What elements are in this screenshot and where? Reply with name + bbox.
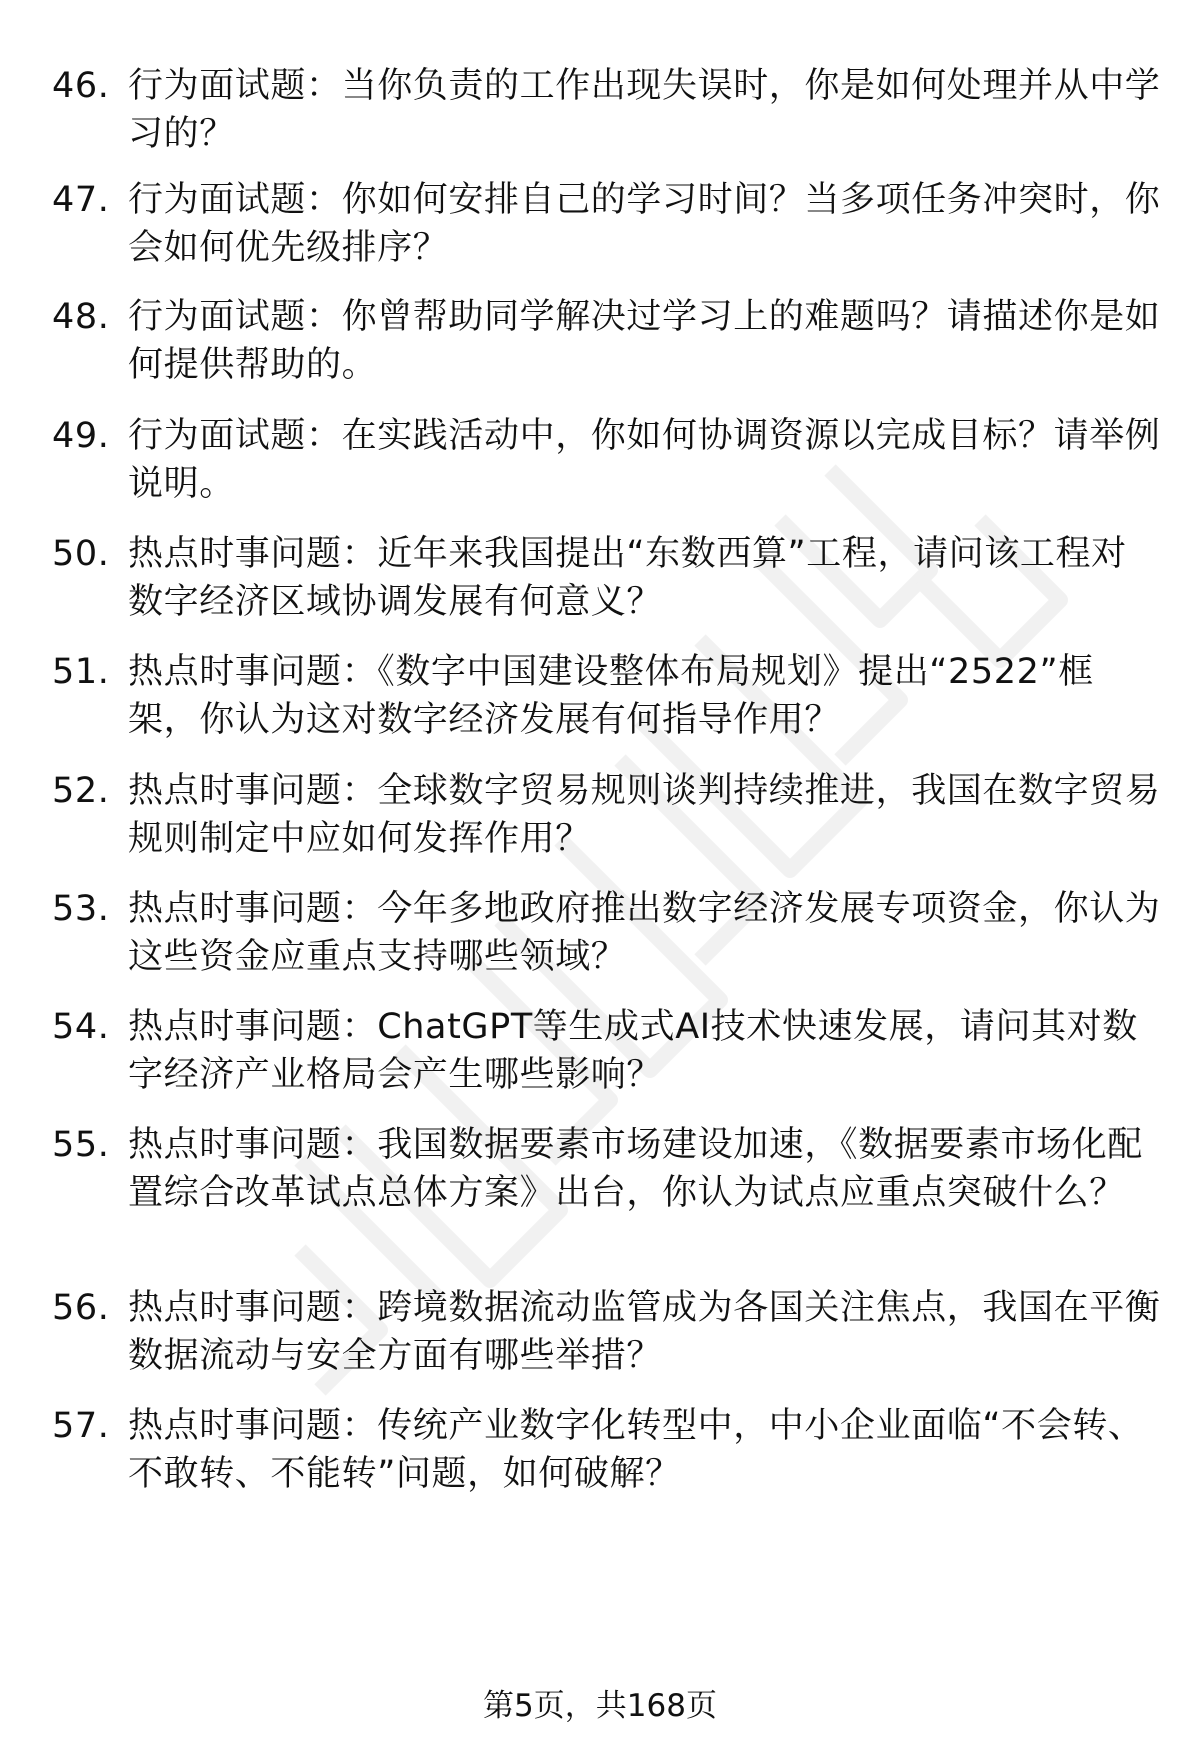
question-text: 热点时事问题：跨境数据流动监管成为各国关注焦点，我国在平衡数据流动与安全方面有哪些举措？	[128, 1288, 1161, 1376]
question-item-52	[52, 767, 1162, 863]
question-number: 49.	[52, 416, 110, 456]
question-number: 54.	[52, 1007, 110, 1047]
question-text: 行为面试题：在实践活动中，你如何协调资源以完成目标？请举例说明。	[128, 416, 1161, 504]
question-number: 52.	[52, 771, 110, 811]
question-number: 55.	[52, 1125, 110, 1165]
question-number: 48.	[52, 297, 110, 337]
question-number: 56.	[52, 1288, 110, 1328]
question-item-49	[52, 412, 1162, 508]
question-number: 57.	[52, 1406, 110, 1446]
question-text: 热点时事问题：全球数字贸易规则谈判持续推进，我国在数字贸易规则制定中应如何发挥作用？	[128, 771, 1161, 859]
question-number: 46.	[52, 66, 110, 106]
question-text: 热点时事问题：《数字中国建设整体布局规划》提出“2522”框架，你认为这对数字经济发展有何指导作用？	[128, 652, 1094, 740]
question-item-48	[52, 293, 1162, 389]
question-text: 行为面试题：你曾帮助同学解决过学习上的难题吗？请描述你是如何提供帮助的。	[128, 297, 1161, 385]
question-number: 47.	[52, 180, 110, 220]
question-item-46	[52, 62, 1162, 158]
page-number-label: 第5页，共168页	[483, 1688, 717, 1724]
question-number: 53.	[52, 889, 110, 929]
question-item-51	[52, 648, 1162, 744]
question-text: 行为面试题：你如何安排自己的学习时间？当多项任务冲突时，你会如何优先级排序？	[128, 180, 1161, 268]
page-footer	[0, 1686, 1200, 1726]
question-text: 热点时事问题：ChatGPT等生成式AI技术快速发展，请问其对数字经济产业格局会产生哪些影响？	[128, 1007, 1138, 1095]
question-item-57	[52, 1402, 1162, 1498]
question-item-55	[52, 1121, 1162, 1217]
question-text: 热点时事问题：今年多地政府推出数字经济发展专项资金，你认为这些资金应重点支持哪些领域？	[128, 889, 1161, 977]
question-text: 热点时事问题：传统产业数字化转型中，中小企业面临“不会转、不敢转、不能转”问题，如何破解？	[128, 1406, 1144, 1494]
question-text: 热点时事问题：我国数据要素市场建设加速，《数据要素市场化配置综合改革试点总体方案》出台，你认为试点应重点突破什么？	[128, 1125, 1143, 1213]
question-item-47	[52, 176, 1162, 272]
question-text: 行为面试题：当你负责的工作出现失误时，你是如何处理并从中学习的？	[128, 66, 1161, 154]
question-item-53	[52, 885, 1162, 981]
question-number: 50.	[52, 534, 110, 574]
question-item-56	[52, 1284, 1162, 1380]
question-text: 热点时事问题：近年来我国提出“东数西算”工程，请问该工程对数字经济区域协调发展有何意义？	[128, 534, 1127, 622]
question-item-50	[52, 530, 1162, 626]
question-number: 51.	[52, 652, 110, 692]
question-item-54	[52, 1003, 1162, 1099]
